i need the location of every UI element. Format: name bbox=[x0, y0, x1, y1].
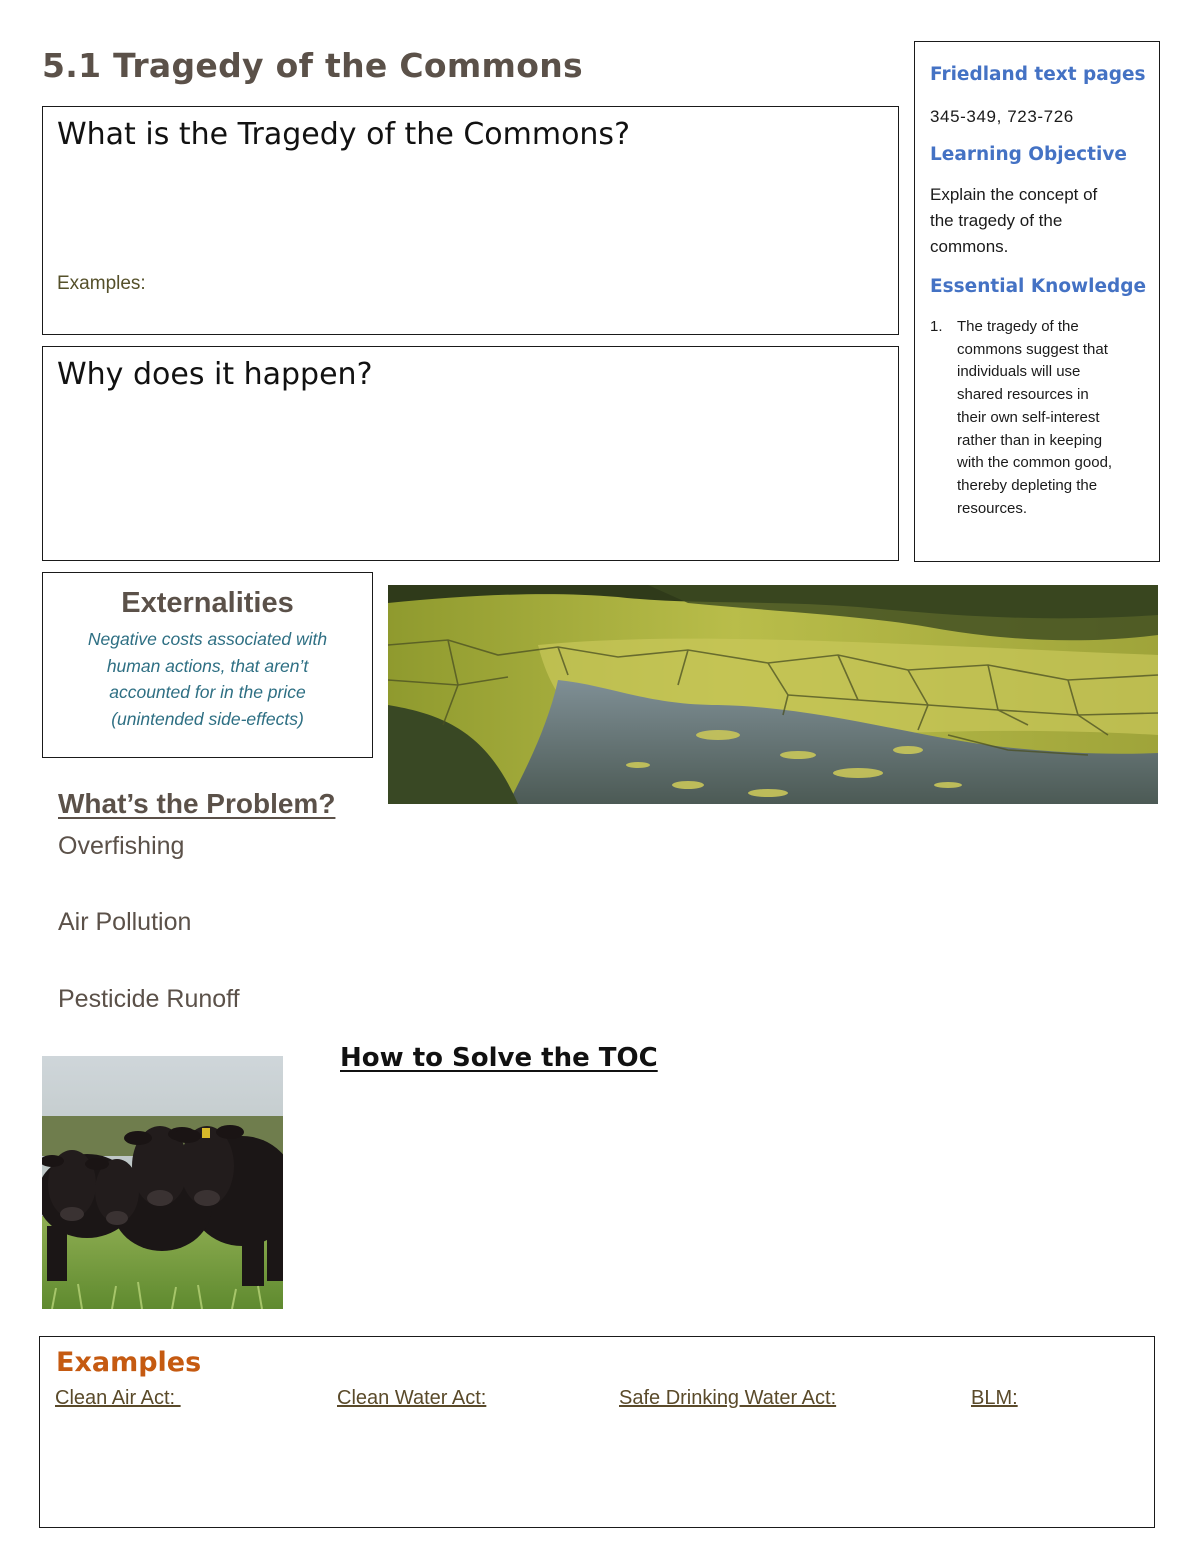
examples-box[interactable] bbox=[39, 1336, 1155, 1528]
question-box-why[interactable] bbox=[42, 346, 899, 561]
knowledge-line: with the common good, bbox=[957, 454, 1113, 472]
definition-line: accounted for in the price bbox=[109, 682, 306, 702]
examples-label: Examples: bbox=[57, 273, 146, 294]
examples-title: Examples bbox=[56, 1347, 202, 1378]
knowledge-line: The tragedy of the bbox=[957, 318, 1079, 335]
question-heading: What is the Tragedy of the Commons? bbox=[57, 117, 630, 152]
solve-heading: How to Solve the TOC bbox=[340, 1043, 658, 1073]
objective-text bbox=[930, 182, 1097, 260]
knowledge-line: resources. bbox=[957, 499, 1028, 517]
knowledge-heading: Essential Knowledge bbox=[930, 276, 1147, 297]
text-pages-value: 345-349, 723-726 bbox=[930, 107, 1074, 126]
act-clean-water: Clean Water Act: bbox=[337, 1387, 487, 1409]
list-number: 1. bbox=[930, 318, 943, 335]
act-safe-drinking-water: Safe Drinking Water Act: bbox=[619, 1387, 837, 1409]
act-clean-air: Clean Air Act: bbox=[55, 1387, 181, 1409]
knowledge-line: rather than in keeping bbox=[957, 431, 1103, 449]
objective-line: commons. bbox=[930, 237, 1009, 256]
act-blm: BLM: bbox=[971, 1387, 1018, 1409]
knowledge-line: thereby depleting the bbox=[957, 476, 1098, 494]
knowledge-line: individuals will use bbox=[957, 363, 1081, 381]
knowledge-list bbox=[930, 316, 1148, 520]
question-heading: Why does it happen? bbox=[57, 357, 373, 392]
algae-pond-image bbox=[388, 585, 1158, 804]
knowledge-item bbox=[957, 316, 1148, 520]
knowledge-line: their own self-interest bbox=[957, 408, 1100, 426]
objective-line: Explain the concept of bbox=[930, 185, 1098, 204]
problem-heading: What’s the Problem? bbox=[58, 788, 336, 819]
knowledge-line: commons suggest that bbox=[957, 340, 1108, 358]
externalities-box bbox=[42, 572, 373, 758]
question-box-what[interactable] bbox=[42, 106, 899, 335]
problem-item: Air Pollution bbox=[58, 908, 192, 936]
page-title: 5.1 Tragedy of the Commons bbox=[42, 46, 583, 85]
externalities-definition bbox=[57, 626, 358, 732]
definition-line: (unintended side-effects) bbox=[111, 708, 304, 729]
text-pages-heading: Friedland text pages bbox=[930, 64, 1146, 85]
objective-line: the tragedy of the bbox=[930, 211, 1063, 230]
definition-line: human actions, that aren’t bbox=[106, 655, 309, 676]
sidebar-panel bbox=[914, 41, 1160, 562]
problem-item: Overfishing bbox=[58, 832, 185, 860]
externalities-title: Externalities bbox=[121, 587, 294, 619]
problem-item: Pesticide Runoff bbox=[58, 985, 240, 1013]
cattle-image bbox=[42, 1056, 283, 1309]
objective-heading: Learning Objective bbox=[930, 144, 1127, 165]
knowledge-line: shared resources in bbox=[957, 386, 1089, 404]
definition-line: Negative costs associated with bbox=[87, 629, 328, 649]
